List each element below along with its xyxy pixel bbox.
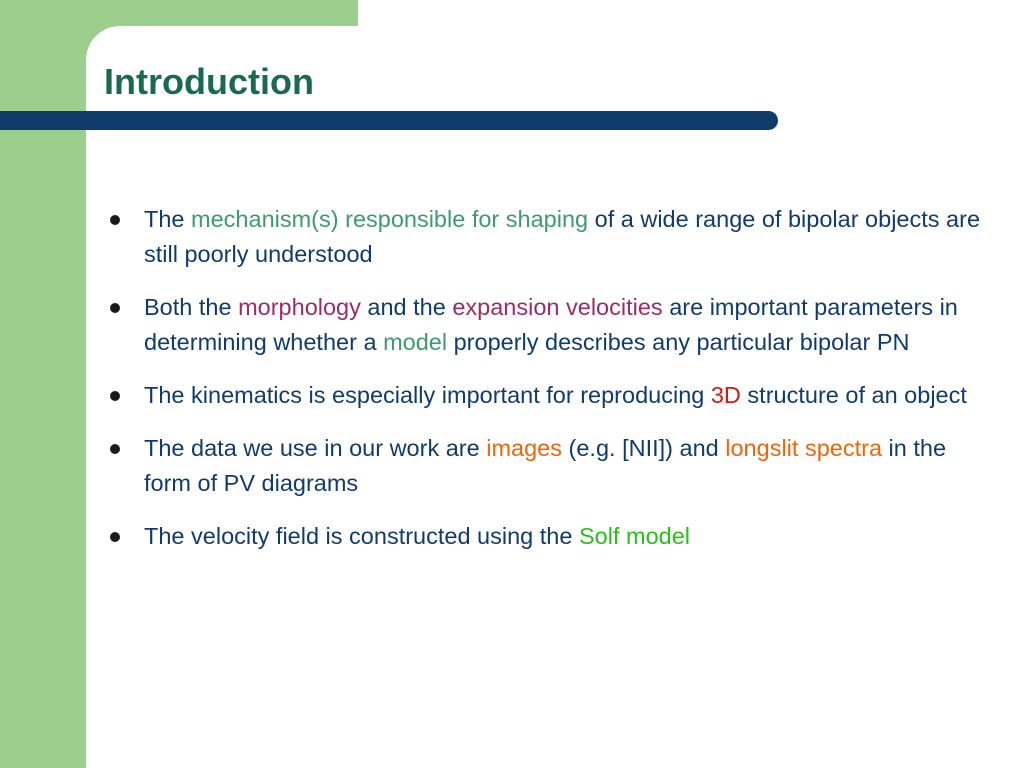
bullet-icon	[110, 391, 120, 401]
bullet-text: The	[144, 206, 192, 232]
bullet-text: properly describes any particular bipolar PN	[447, 329, 910, 355]
bullet-text: in the form of PV diagrams	[144, 435, 947, 496]
bullet-item-morphology	[104, 290, 999, 360]
bullet-item-kinematics	[104, 378, 999, 413]
highlight-morphology: morphology	[238, 294, 361, 320]
bullet-icon	[110, 532, 120, 542]
highlight-mechanism: mechanism(s) responsible for shaping	[191, 206, 589, 232]
slide-title: Introduction	[104, 61, 314, 102]
bullet-list	[104, 202, 999, 572]
bullet-text: The velocity field is constructed using the	[144, 523, 579, 549]
highlight-longslit-spectra: longslit spectra	[725, 435, 883, 461]
bullet-icon	[110, 215, 120, 225]
bullet-text: The data we use in our work are	[144, 435, 487, 461]
highlight-model: model	[383, 329, 448, 355]
bullet-icon	[110, 444, 120, 454]
bullet-text: structure of an object	[740, 382, 967, 408]
bullet-text: and the	[360, 294, 453, 320]
bullet-text: (e.g. [NII]) and	[562, 435, 726, 461]
highlight-solf-model: Solf model	[578, 523, 690, 549]
highlight-expansion-velocities: expansion velocities	[452, 294, 663, 320]
bullet-text: are important parameters in determining whether a	[144, 294, 958, 355]
bullet-text: of a wide range of bipolar objects are still poorly understood	[144, 206, 981, 267]
bullet-text: Both the	[144, 294, 239, 320]
highlight-3d: 3D	[710, 382, 741, 408]
bullet-item-data	[104, 431, 999, 501]
title-underline-bar	[0, 111, 778, 130]
bullet-item-velocity-field	[104, 519, 999, 554]
highlight-images: images	[486, 435, 562, 461]
bullet-item-mechanism	[104, 202, 999, 272]
bullet-text: The kinematics is especially important for reproducing	[144, 382, 711, 408]
bullet-icon	[110, 303, 120, 313]
